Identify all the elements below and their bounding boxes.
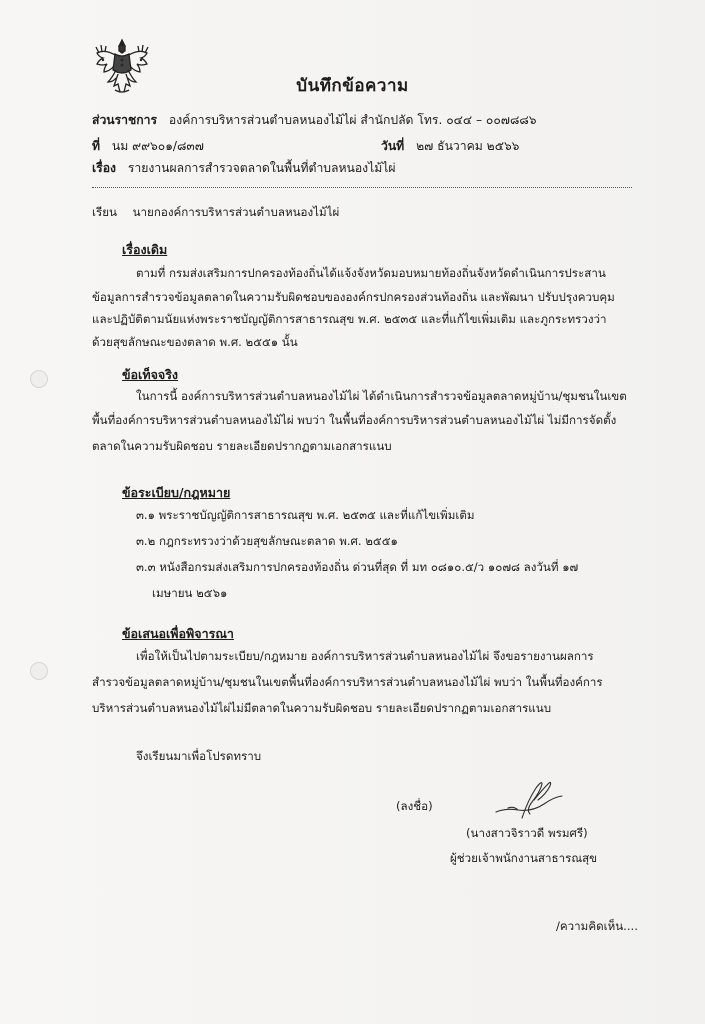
regulation-item-1: ๓.๑ พระราชบัญญัติการสาธารณสุข พ.ศ. ๒๕๓๕ และที่แก้ไขเพิ่มเติม bbox=[136, 508, 475, 522]
agency-value: องค์การบริหารส่วนตำบลหนองไม้ไผ่ สำนักปลัด โทร. ๐๔๔ – ๐๐๗๘๘๖ bbox=[168, 113, 537, 127]
punch-hole bbox=[30, 662, 48, 680]
subject-row bbox=[92, 159, 396, 178]
ref-row bbox=[92, 137, 204, 156]
sign-label: (ลงชื่อ) bbox=[396, 799, 433, 813]
background-line-2: ข้อมูลการสำรวจข้อมูลตลาดในความรับผิดชอบขององค์กรปกครองส่วนท้องถิ่น และพัฒนา ปรับปรุงควบคุม bbox=[92, 290, 615, 304]
signer-name: (นางสาวจิราวดี พรมศรี) bbox=[466, 826, 588, 840]
regulation-item-3-continuation: เมษายน ๒๕๖๑ bbox=[152, 586, 228, 600]
salutation bbox=[92, 204, 339, 222]
background-line-4: ด้วยสุขลักษณะของตลาด พ.ศ. ๒๕๕๑ นั้น bbox=[92, 335, 298, 349]
background-line-3: และปฏิบัติตามนัยแห่งพระราชบัญญัติการสาธารณสุข พ.ศ. ๒๕๓๕ และที่แก้ไขเพิ่มเติม และภูกระทรวงว่า bbox=[92, 312, 607, 326]
facts-line-3: ตลาดในความรับผิดชอบ รายละเอียดปรากฏตามเอกสารแนบ bbox=[92, 439, 392, 453]
proposal-line-3: บริหารส่วนตำบลหนองไม้ไผ่ไม่มีตลาดในความรับผิดชอบ รายละเอียดปรากฏตามเอกสารแนบ bbox=[92, 701, 552, 715]
header-divider bbox=[92, 187, 632, 188]
agency-row bbox=[92, 111, 537, 130]
proposal-heading: ข้อเสนอเพื่อพิจารณา bbox=[122, 626, 234, 641]
regulation-item-2: ๓.๒ กฎกระทรวงว่าด้วยสุขลักษณะตลาด พ.ศ. ๒๕๕๑ bbox=[136, 534, 398, 548]
date-row bbox=[381, 137, 519, 156]
facts-heading: ข้อเท็จจริง bbox=[122, 367, 179, 382]
handwritten-signature bbox=[488, 778, 568, 824]
continuation-note: /ความคิดเห็น.... bbox=[556, 919, 638, 933]
subject-label: เรื่อง bbox=[92, 161, 116, 175]
facts-line-2: พื้นที่องค์การบริหารส่วนตำบลหนองไม้ไผ่ พบว่า ในพื้นที่องค์การบริหารส่วนตำบลหนองไม้ไผ่ ไม่มีการจัดตั้ง bbox=[92, 413, 617, 427]
background-heading: เรื่องเดิม bbox=[122, 242, 168, 257]
subject-value: รายงานผลการสำรวจตลาดในพื้นที่ตำบลหนองไม้ไผ่ bbox=[127, 161, 396, 175]
punch-hole bbox=[30, 370, 48, 388]
date-value: ๒๗ ธันวาคม ๒๕๖๖ bbox=[416, 139, 520, 153]
agency-label: ส่วนราชการ bbox=[92, 113, 158, 127]
closing-text: จึงเรียนมาเพื่อโปรดทราบ bbox=[136, 749, 262, 763]
ref-value: นม ๙๙๖๐๑/๘๓๗ bbox=[111, 139, 204, 153]
signer-position: ผู้ช่วยเจ้าพนักงานสาธารณสุข bbox=[450, 851, 598, 865]
memo-title: บันทึกข้อความ bbox=[296, 76, 409, 96]
regulations-heading: ข้อระเบียบ/กฎหมาย bbox=[122, 485, 231, 500]
date-label: วันที่ bbox=[381, 139, 405, 153]
proposal-line-2: สำรวจข้อมูลตลาดหมู่บ้าน/ชุมชนในเขตพื้นที่องค์การบริหารส่วนตำบลหนองไม้ไผ่ พบว่า ในพื้นที่องค์การ bbox=[92, 675, 603, 689]
proposal-line-1: เพื่อให้เป็นไปตามระเบียบ/กฎหมาย องค์การบริหารส่วนตำบลหนองไม้ไผ่ จึงขอรายงานผลการ bbox=[136, 649, 594, 663]
regulation-item-3: ๓.๓ หนังสือกรมส่งเสริมการปกครองท้องถิ่น ด่วนที่สุด ที่ มท ๐๘๑๐.๕/ว ๑๐๗๘ ลงวันที่ ๑๗ bbox=[136, 560, 579, 574]
ref-label: ที่ bbox=[92, 139, 101, 153]
facts-line-1: ในการนี้ องค์การบริหารส่วนตำบลหนองไม้ไผ่ ได้ดำเนินการสำรวจข้อมูลตลาดหมู่บ้าน/ชุมชนในเขต bbox=[136, 389, 627, 403]
salutation-label: เรียน bbox=[92, 205, 117, 219]
salutation-value: นายกองค์การบริหารส่วนตำบลหนองไม้ไผ่ bbox=[132, 205, 340, 219]
background-line-1: ตามที่ กรมส่งเสริมการปกครองท้องถิ่นได้แจ้งจังหวัดมอบหมายท้องถิ่นจังหวัดดำเนินการประสาน bbox=[136, 266, 606, 280]
